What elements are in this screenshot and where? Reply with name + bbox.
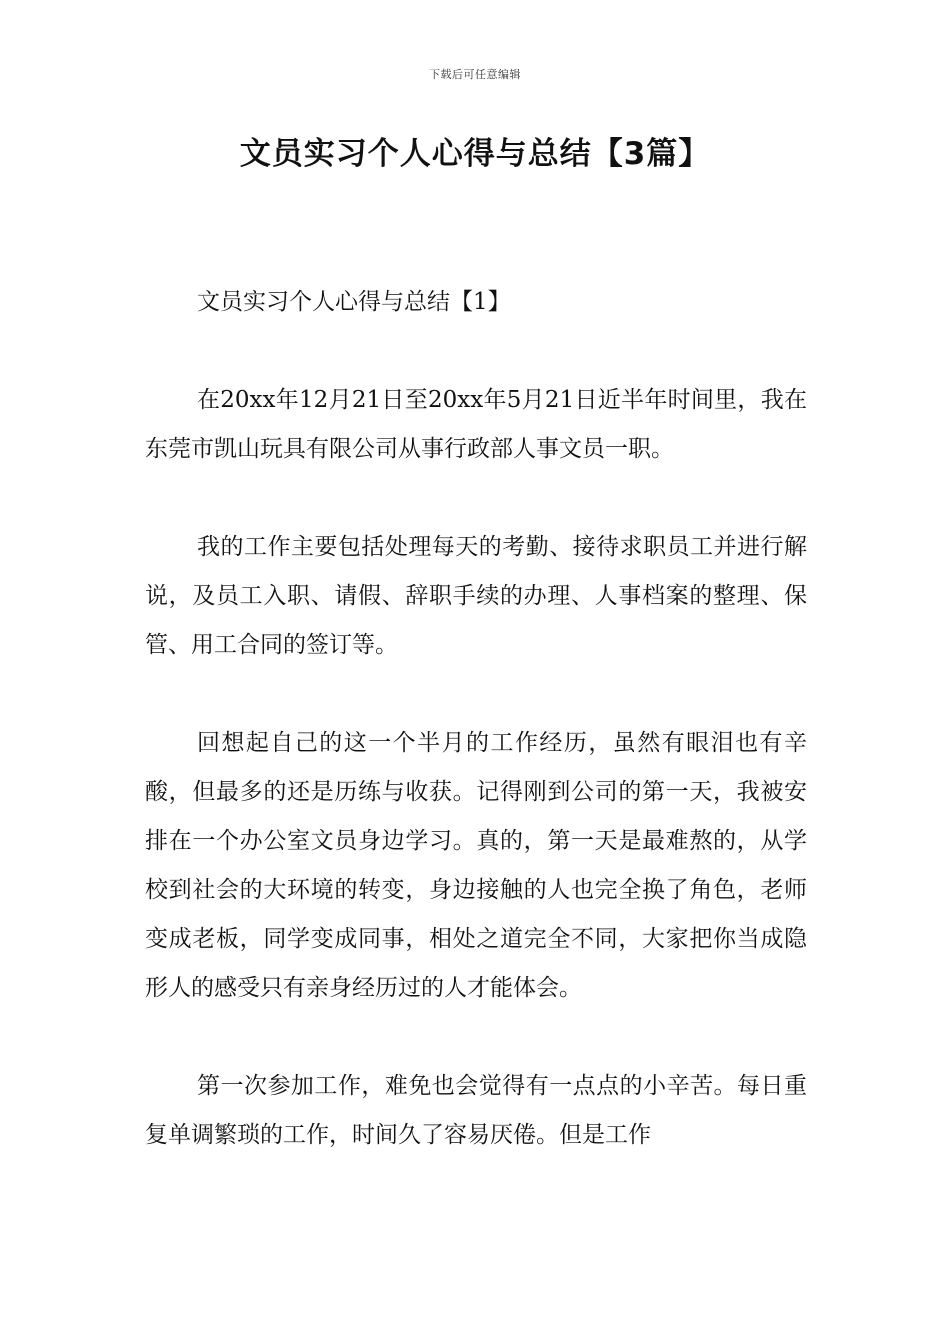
document-title: 文员实习个人心得与总结【3篇】 (239, 136, 711, 172)
header-note: 下载后可任意编辑 (429, 68, 521, 81)
paragraph-1: 在20xx年12月21日至20xx年5月21日近半年时间里，我在东莞市凯山玩具有限公司从事行政部人事文员一职。 (145, 387, 807, 462)
paragraph-2: 我的工作主要包括处理每天的考勤、接待求职员工并进行解说，及员工入职、请假、辞职手续的办理、人事档案的整理、保管、用工合同的签订等。 (145, 534, 807, 658)
paragraph-4: 第一次参加工作，难免也会觉得有一点点的小辛苦。每日重复单调繁琐的工作，时间久了容易厌倦。但是工作 (145, 1073, 807, 1148)
document-body (145, 278, 807, 1209)
paragraph-3: 回想起自己的这一个半月的工作经历，虽然有眼泪也有辛酸，但最多的还是历练与收获。记得刚到公司的第一天，我被安排在一个办公室文员身边学习。真的，第一天是最难熬的，从学校到社会的大环境的转变，身边接触的人也完全换了角色，老师变成老板，同学变成同事，相处之道完全不同，大家把你当成隐形人的感受只有亲身经历过的人才能体会。 (145, 730, 807, 1001)
section-heading: 文员实习个人心得与总结【1】 (197, 289, 511, 315)
